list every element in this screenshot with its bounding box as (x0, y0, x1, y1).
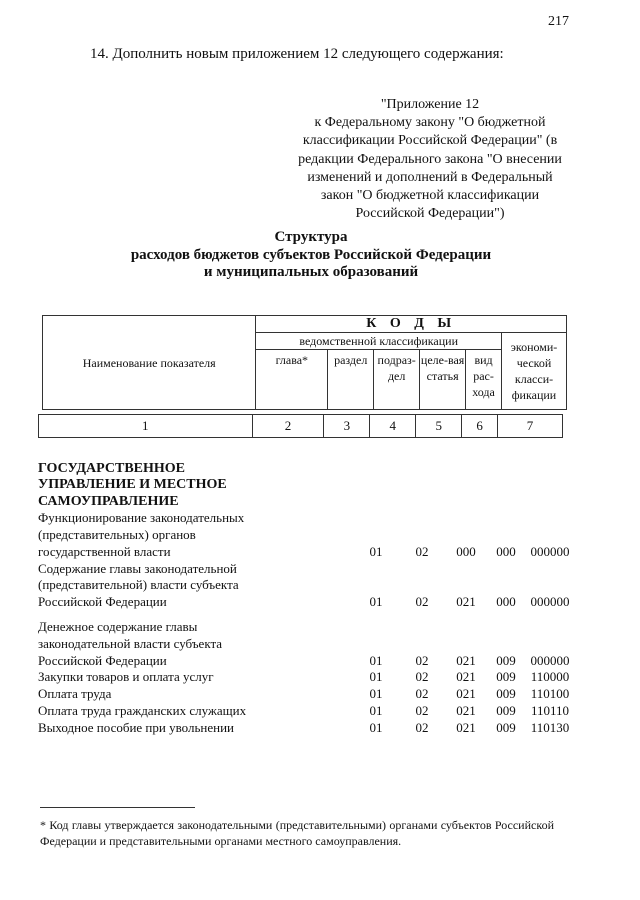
code-glava: 01 (369, 652, 383, 668)
econ-classification-header: экономи-ческой класси-фикации (502, 333, 567, 410)
code-razdel: 02 (415, 652, 429, 668)
row-name: Денежное содержание главы законодательной власти субъекта Российской Федерации (38, 619, 223, 668)
row-name: Функционирование законодательных (представительных) органов государственной власти (38, 510, 245, 559)
code-econ: 110110 (530, 702, 570, 718)
code-econ: 000000 (530, 652, 570, 668)
row-name: Оплата труда гражданских служащих (38, 702, 247, 718)
title-line: и муниципальных образований (203, 264, 419, 281)
code-econ: 000000 (530, 594, 570, 610)
row-name: Оплата труда (38, 686, 112, 702)
code-glava: 01 (369, 702, 383, 718)
col-head-glava: глава* (256, 350, 328, 410)
appendix-line: классификации Российской Федерации" (в (302, 133, 558, 149)
code-glava: 01 (369, 543, 383, 559)
table-row (38, 510, 568, 560)
appendix-line: "Приложение 12 (380, 97, 480, 112)
appendix-line: редакции Федерального закона "О внесении (298, 151, 562, 167)
col-head-podrazdel: подраз-дел (374, 350, 420, 410)
code-razdel: 02 (415, 669, 429, 685)
intro-text: 14. Дополнить новым приложением 12 следующего содержания: (90, 46, 504, 62)
dept-classification-header: ведомственной классификации (256, 333, 502, 350)
col-number: 5 (416, 415, 462, 438)
table-row (38, 561, 568, 611)
code-vid: 009 (496, 686, 516, 702)
code-glava: 01 (369, 669, 383, 685)
col-number: 2 (252, 415, 324, 438)
code-glava: 01 (369, 686, 383, 702)
footnote: * Код главы утверждается законодательными (представительными) органами субъектов Российской Федерации и представительными органами местного самоуправления. (40, 818, 554, 848)
codes-header: К О Д Ы (256, 316, 567, 333)
table-row (38, 619, 568, 669)
code-statya: 021 (456, 686, 476, 702)
col-number: 1 (39, 415, 253, 438)
code-statya: 021 (456, 652, 476, 668)
title-line: Структура (274, 229, 348, 245)
code-statya: 021 (456, 594, 476, 610)
code-razdel: 02 (415, 594, 429, 610)
table-row (38, 686, 568, 703)
appendix-line: Российской Федерации") (355, 206, 505, 222)
code-econ: 000000 (530, 543, 570, 559)
row-name: Содержание главы законодательной (представительной) власти субъекта Российской Федерации (38, 560, 239, 610)
code-glava: 01 (369, 719, 383, 735)
appendix-line: изменений и дополнений в Федеральный (307, 169, 553, 185)
col-number: 4 (370, 415, 416, 438)
codes-header-table (42, 315, 567, 410)
code-vid: 009 (496, 652, 516, 668)
code-vid: 000 (496, 594, 516, 610)
col-head-tselevaya-statya: целе-вая статья (420, 350, 466, 410)
column-numbers-table (38, 414, 563, 438)
code-vid: 009 (496, 719, 516, 735)
code-vid: 000 (496, 543, 516, 559)
col-number: 7 (498, 415, 563, 438)
code-razdel: 02 (415, 686, 429, 702)
appendix-line: закон "О бюджетной классификации (320, 188, 540, 204)
page-number: 217 (548, 14, 569, 29)
code-vid: 009 (496, 702, 516, 718)
code-econ: 110100 (530, 686, 570, 702)
code-vid: 009 (496, 669, 516, 685)
footnote-divider (40, 807, 195, 808)
title-line: расходов бюджетов субъектов Российской Федерации (130, 246, 492, 263)
col-head-razdel: раздел (328, 350, 374, 410)
table-row (38, 720, 568, 737)
code-econ: 110130 (530, 719, 570, 735)
code-razdel: 02 (415, 719, 429, 735)
table-row (38, 669, 568, 686)
col-number: 3 (324, 415, 370, 438)
code-statya: 021 (456, 702, 476, 718)
appendix-note (294, 96, 566, 223)
row-name: Выходное пособие при увольнении (38, 719, 234, 735)
code-statya: 000 (456, 543, 476, 559)
code-statya: 021 (456, 719, 476, 735)
code-razdel: 02 (415, 543, 429, 559)
code-statya: 021 (456, 669, 476, 685)
table-row (38, 703, 568, 720)
code-glava: 01 (369, 594, 383, 610)
code-econ: 110000 (530, 669, 570, 685)
document-title (60, 229, 562, 282)
section-heading: ГОСУДАРСТВЕННОЕ УПРАВЛЕНИЕ И МЕСТНОЕ САМОУПРАВЛЕНИЕ (38, 461, 227, 509)
row-name: Закупки товаров и оплата услуг (38, 669, 214, 685)
expenditure-rows (38, 461, 568, 737)
col-number: 6 (462, 415, 498, 438)
appendix-line: к Федеральному закону "О бюджетной (314, 115, 546, 131)
name-column-header: Наименование показателя (43, 316, 256, 410)
col-head-vid-raskhoda: вид рас-хода (466, 350, 502, 410)
code-razdel: 02 (415, 702, 429, 718)
